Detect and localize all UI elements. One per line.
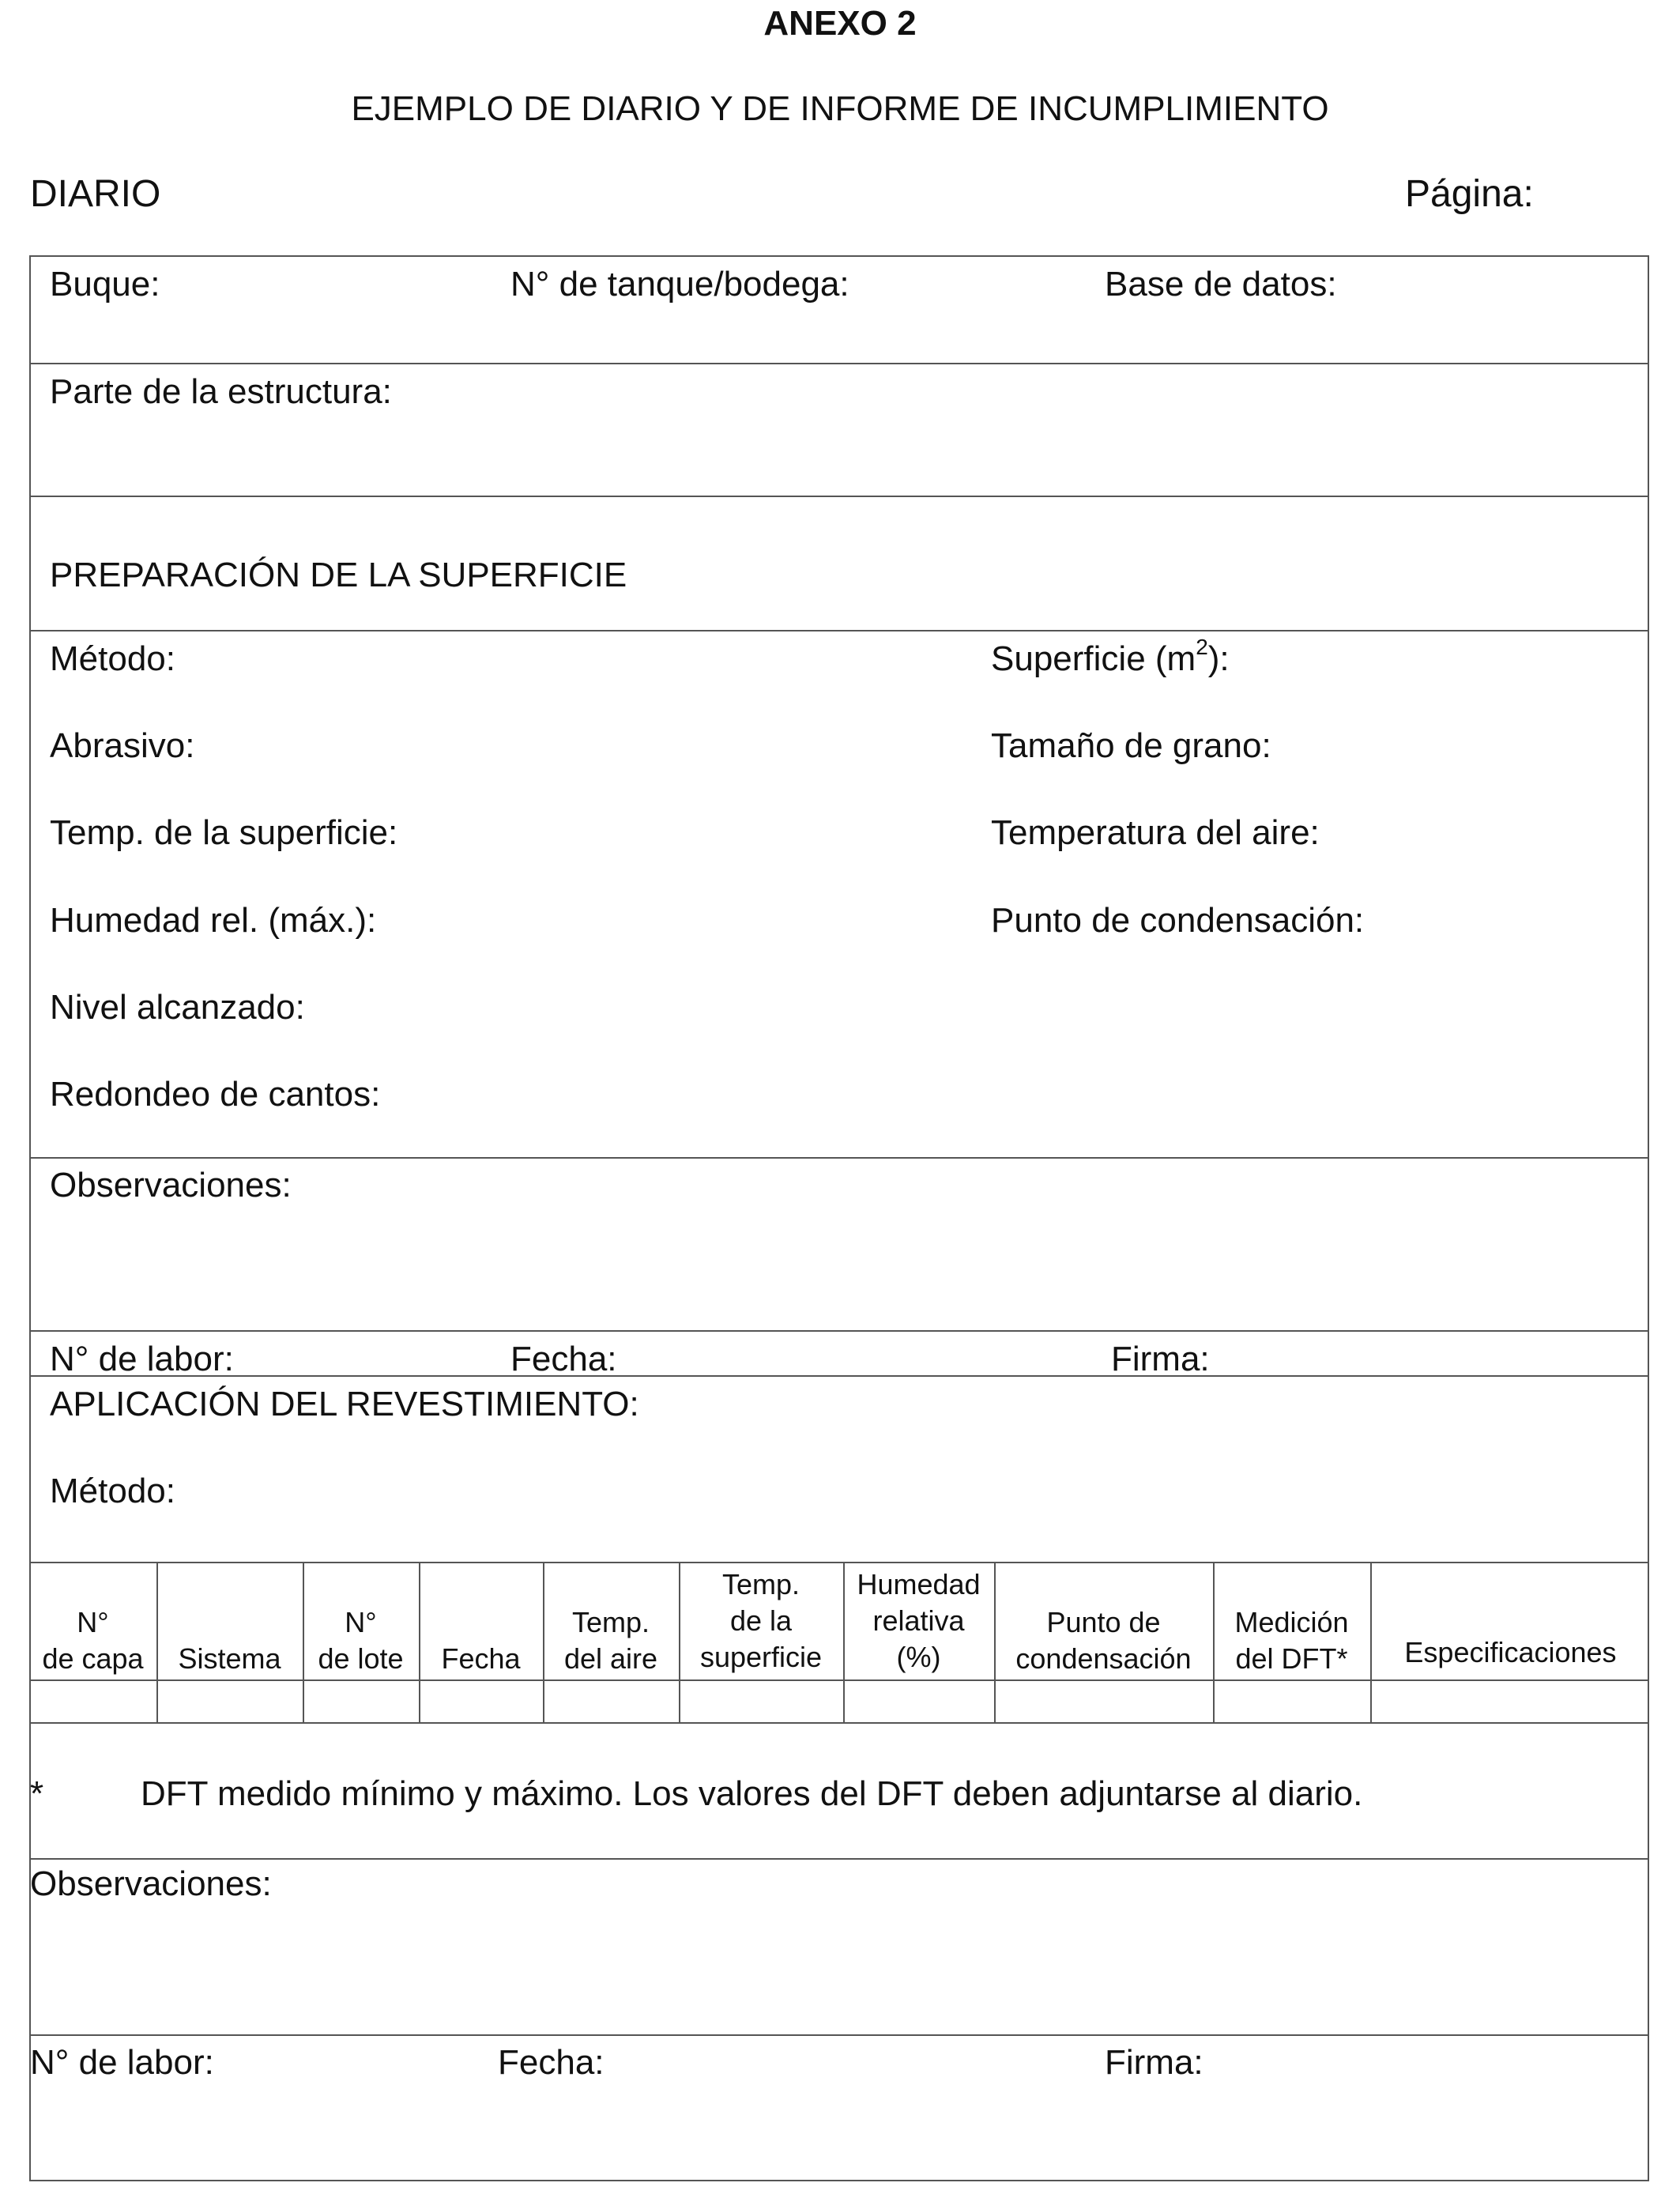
annex-title: ANEXO 2 — [763, 4, 917, 43]
column-header-dew-point — [994, 1604, 1213, 1679]
air-temp-field[interactable]: Temperatura del aire: — [991, 813, 1320, 852]
header-line: Temp. — [721, 1568, 800, 1600]
dew-point-field[interactable]: Punto de condensación: — [991, 901, 1365, 940]
divider — [29, 1330, 1649, 1332]
surface-temp-field[interactable]: Temp. de la superficie: — [50, 813, 398, 852]
header-line: Medición — [1234, 1606, 1349, 1638]
final-date-field[interactable]: Fecha: — [498, 2043, 605, 2082]
header-line: Humedad — [857, 1568, 981, 1600]
divider — [29, 2034, 1649, 2036]
header-line: N° — [77, 1606, 109, 1638]
abrasive-field[interactable]: Abrasivo: — [50, 726, 195, 765]
column-header-system — [156, 1641, 303, 1679]
header-line: relativa — [872, 1604, 965, 1637]
table-row[interactable] — [31, 1681, 1648, 1722]
column-header-specifications — [1372, 1634, 1649, 1672]
divider — [29, 1562, 1649, 1563]
database-field[interactable]: Base de datos: — [1105, 265, 1337, 303]
method-field[interactable]: Método: — [50, 639, 175, 678]
signature-field[interactable]: Firma: — [1111, 1340, 1210, 1378]
divider — [29, 363, 1649, 364]
column-header-dft — [1213, 1604, 1370, 1679]
header-line: del aire — [563, 1642, 658, 1675]
job-number-field[interactable]: N° de labor: — [50, 1340, 234, 1378]
coating-method-field[interactable]: Método: — [50, 1472, 175, 1510]
header-line: superficie — [699, 1641, 823, 1673]
divider — [29, 1157, 1649, 1159]
divider — [29, 1375, 1649, 1377]
observations-field[interactable]: Observaciones: — [50, 1166, 292, 1204]
header-line: Fecha — [441, 1642, 521, 1675]
page-label: Página: — [1405, 173, 1534, 215]
header-line: de capa — [42, 1642, 144, 1675]
diario-label: DIARIO — [30, 173, 161, 215]
area-label: Superficie (m — [991, 639, 1196, 678]
column-header-air-temp — [543, 1604, 679, 1679]
header-line: (%) — [896, 1641, 941, 1673]
header-line: Punto de — [1046, 1606, 1161, 1638]
divider — [29, 496, 1649, 497]
document-subtitle: EJEMPLO DE DIARIO Y DE INFORME DE INCUMPLIMIENTO — [351, 89, 1329, 128]
divider — [29, 1858, 1649, 1860]
column-header-humidity — [843, 1566, 994, 1679]
form-frame — [29, 255, 1649, 2181]
header-line: Sistema — [178, 1642, 281, 1675]
final-observations-field[interactable]: Observaciones: — [30, 1864, 272, 1903]
area-label-end: ): — [1207, 639, 1230, 678]
footnote-mark: * — [30, 1774, 44, 1813]
coating-heading: APLICACIÓN DEL REVESTIMIENTO: — [50, 1385, 639, 1423]
grain-size-field[interactable]: Tamaño de grano: — [991, 726, 1271, 765]
header-line: Temp. — [571, 1606, 650, 1638]
column-header-surface-temp — [679, 1566, 843, 1679]
structure-field[interactable]: Parte de la estructura: — [50, 372, 392, 411]
header-line: N° — [345, 1606, 377, 1638]
column-header-date — [419, 1641, 543, 1679]
column-header-layer-no — [29, 1604, 156, 1679]
edges-field[interactable]: Redondeo de cantos: — [50, 1075, 381, 1114]
humidity-field[interactable]: Humedad rel. (máx.): — [50, 901, 377, 940]
header-line: Especificaciones — [1404, 1636, 1617, 1668]
area-exponent: 2 — [1196, 635, 1208, 659]
footnote-text: DFT medido mínimo y máximo. Los valores del DFT deben adjuntarse al diario. — [141, 1774, 1363, 1813]
surface-prep-heading: PREPARACIÓN DE LA SUPERFICIE — [50, 556, 627, 594]
level-field[interactable]: Nivel alcanzado: — [50, 988, 305, 1027]
final-job-number-field[interactable]: N° de labor: — [30, 2043, 214, 2082]
header-line: de lote — [318, 1642, 404, 1675]
divider — [29, 630, 1649, 631]
column-header-batch-no — [303, 1604, 419, 1679]
ship-field[interactable]: Buque: — [50, 265, 160, 303]
divider — [29, 1722, 1649, 1724]
header-line: del DFT* — [1235, 1642, 1348, 1675]
final-signature-field[interactable]: Firma: — [1105, 2043, 1203, 2082]
tank-field[interactable]: N° de tanque/bodega: — [510, 265, 849, 303]
header-line: condensación — [1015, 1642, 1192, 1675]
area-field[interactable] — [991, 635, 1230, 678]
date-field[interactable]: Fecha: — [510, 1340, 617, 1378]
header-line: de la — [729, 1604, 793, 1637]
